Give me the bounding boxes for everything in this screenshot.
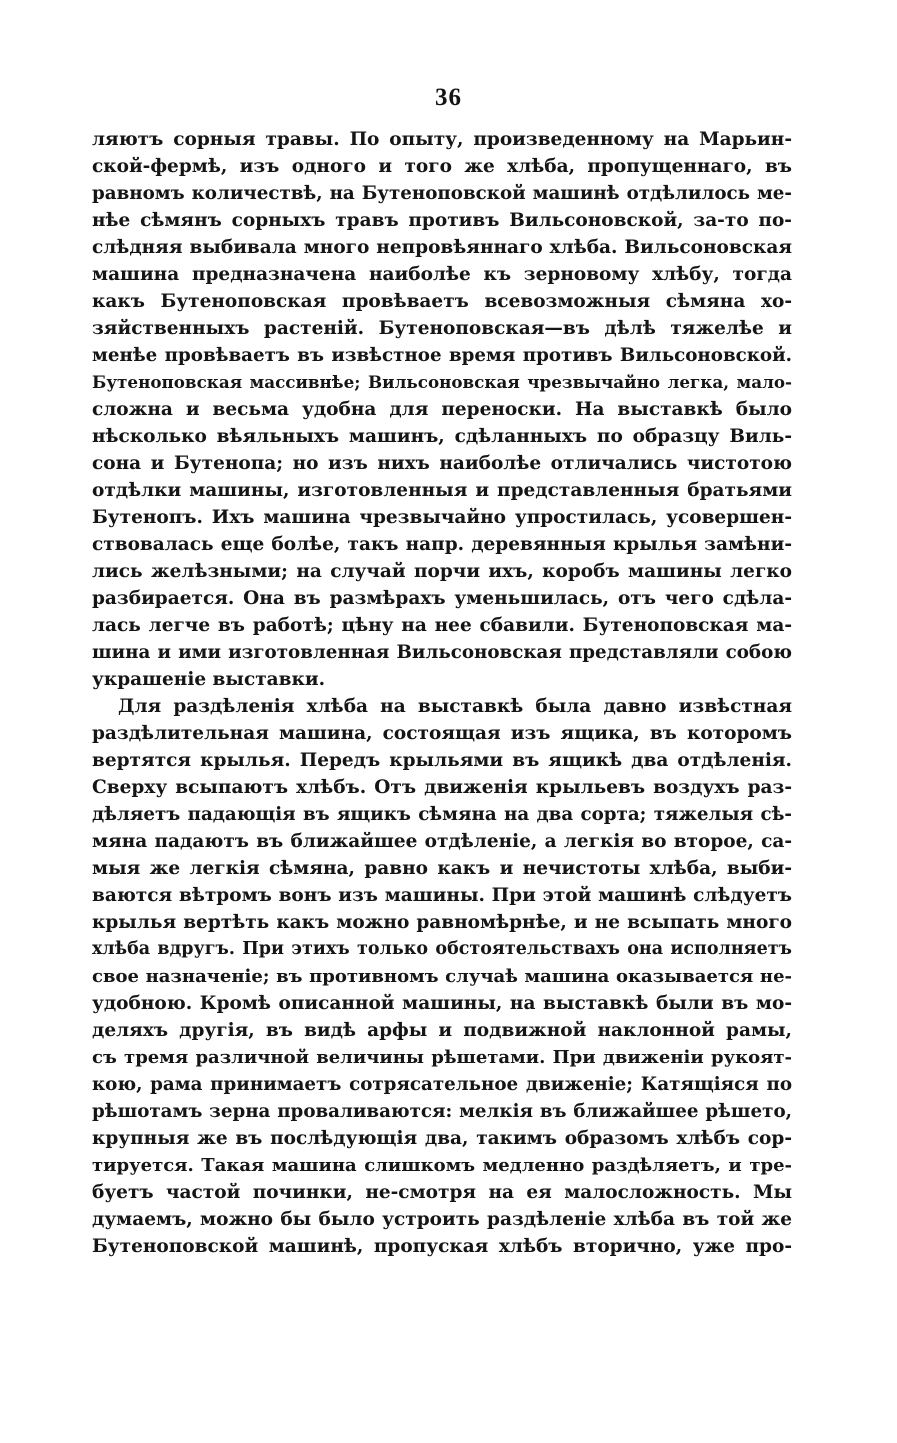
text-line: Сверху всыпаютъ хлѣбъ. Отъ движенія крыльевъ воздухъ раз- [92, 777, 792, 798]
text-line: съ тремя различной величины рѣшетами. При движеніи рукоят- [92, 1047, 792, 1068]
text-line: крупныя же въ послѣдующія два, такимъ образомъ хлѣбъ сор- [92, 1128, 792, 1149]
text-line: ской-фермѣ, изъ одного и того же хлѣба, пропущеннаго, въ [92, 156, 792, 177]
text-line: Для раздѣленія хлѣба на выставкѣ была давно извѣстная [118, 696, 792, 717]
text-line: удобною. Кромѣ описанной машины, на выставкѣ были въ мо- [92, 993, 792, 1014]
text-line: шина и ими изготовленная Вильсоновская представляли собою [92, 642, 792, 663]
text-line: кою, рама принимаетъ сотрясательное движеніе; Катящіяся по [92, 1074, 792, 1095]
text-line: сона и Бутенопа; но изъ нихъ наиболѣе отличались чистотою [92, 453, 792, 474]
text-line: ляютъ сорныя травы. По опыту, произведенному на Марьин- [92, 129, 792, 150]
text-line: ствовалась еще болѣе, такъ напр. деревянныя крылья замѣни- [92, 534, 792, 555]
text-line: думаемъ, можно бы было устроить раздѣленіе хлѣба въ той же [92, 1209, 792, 1230]
text-line: равномъ количествѣ, на Бутеноповской машинѣ отдѣлилось мe- [92, 183, 792, 204]
text-line: хлѣба вдругъ. При этихъ только обстоятельствахъ она исполняетъ [92, 939, 792, 959]
paragraph-1 [92, 126, 792, 693]
text-line: свое назначеніе; въ противномъ случаѣ машина оказывается не- [92, 966, 792, 987]
text-line: мыя же легкія сѣмяна, равно какъ и нечистоты хлѣба, выби- [92, 858, 792, 879]
text-line: раздѣлительная машина, состоящая изъ ящика, въ которомъ [92, 723, 792, 744]
text-line: рѣшотамъ зерна проваливаются: мелкія въ ближайшее рѣшето, [92, 1101, 792, 1122]
text-line: нѣе сѣмянъ сорныхъ травъ противъ Вильсоновской, за-то по- [92, 210, 792, 231]
text-line: менѣе провѣваетъ въ извѣстное время противъ Вильсоновской. [92, 345, 792, 366]
page-number: 36 [435, 84, 462, 111]
text-line: Бутеноповская массивнѣе; Вильсоновская чрезвычайно легка, мало- [92, 372, 792, 392]
text-line: лись желѣзными; на случай порчи ихъ, коробъ машины легко [92, 561, 792, 582]
text-line: буетъ частой починки, не-смотря на ея малосложность. Мы [92, 1182, 792, 1203]
text-line: отдѣлки машины, изготовленныя и представленныя братьями [92, 480, 792, 501]
text-line: дѣляетъ падающія въ ящикъ сѣмяна на два сорта; тяжелыя сѣ- [92, 804, 792, 825]
text-line: вертятся крылья. Передъ крыльями въ ящикѣ два отдѣленія. [92, 750, 792, 771]
text-line: какъ Бутеноповская провѣваетъ всевозможныя сѣмяна хо- [92, 291, 792, 312]
text-line: Бутенопъ. Ихъ машина чрезвычайно упростилась, усовершен- [92, 507, 792, 528]
text-line: сложна и весьма удобна для переноски. На выставкѣ было [92, 399, 792, 420]
paragraph-2 [92, 693, 792, 1260]
text-line: слѣдняя выбивала много непровѣяннаго хлѣба. Вильсоновская [92, 237, 792, 258]
text-line: Бутеноповской машинѣ, пропуская хлѣбъ вторично, уже про- [92, 1236, 792, 1257]
text-line: машина предназначена наиболѣе къ зерновому хлѣбу, тогда [92, 264, 792, 285]
text-line: крылья вертѣть какъ можно равномѣрнѣе, и не всыпать много [92, 912, 792, 933]
text-line: нѣсколько вѣяльныхъ машинъ, сдѣланныхъ по образцу Виль- [92, 426, 792, 447]
text-line: украшеніе выставки. [92, 669, 326, 690]
text-line: ваются вѣтромъ вонъ изъ машины. При этой машинѣ слѣдуетъ [92, 885, 792, 906]
body-text [92, 126, 792, 1260]
text-line: разбирается. Она въ размѣрахъ уменьшилась, отъ чего сдѣла- [92, 588, 792, 609]
text-line: тируется. Такая машина слишкомъ медленно раздѣляетъ, и тре- [92, 1155, 792, 1176]
text-line: мяна падаютъ въ ближайшее отдѣленіе, а легкія во второе, са- [92, 831, 792, 852]
text-line: зяйственныхъ растеній. Бутеноповская—въ дѣлѣ тяжелѣе и [92, 318, 792, 339]
text-line: лась легче въ работѣ; цѣну на нее сбавили. Бутеноповская ма- [92, 615, 792, 636]
text-line: деляхъ другія, въ видѣ арфы и подвижной наклонной рамы, [92, 1020, 792, 1041]
